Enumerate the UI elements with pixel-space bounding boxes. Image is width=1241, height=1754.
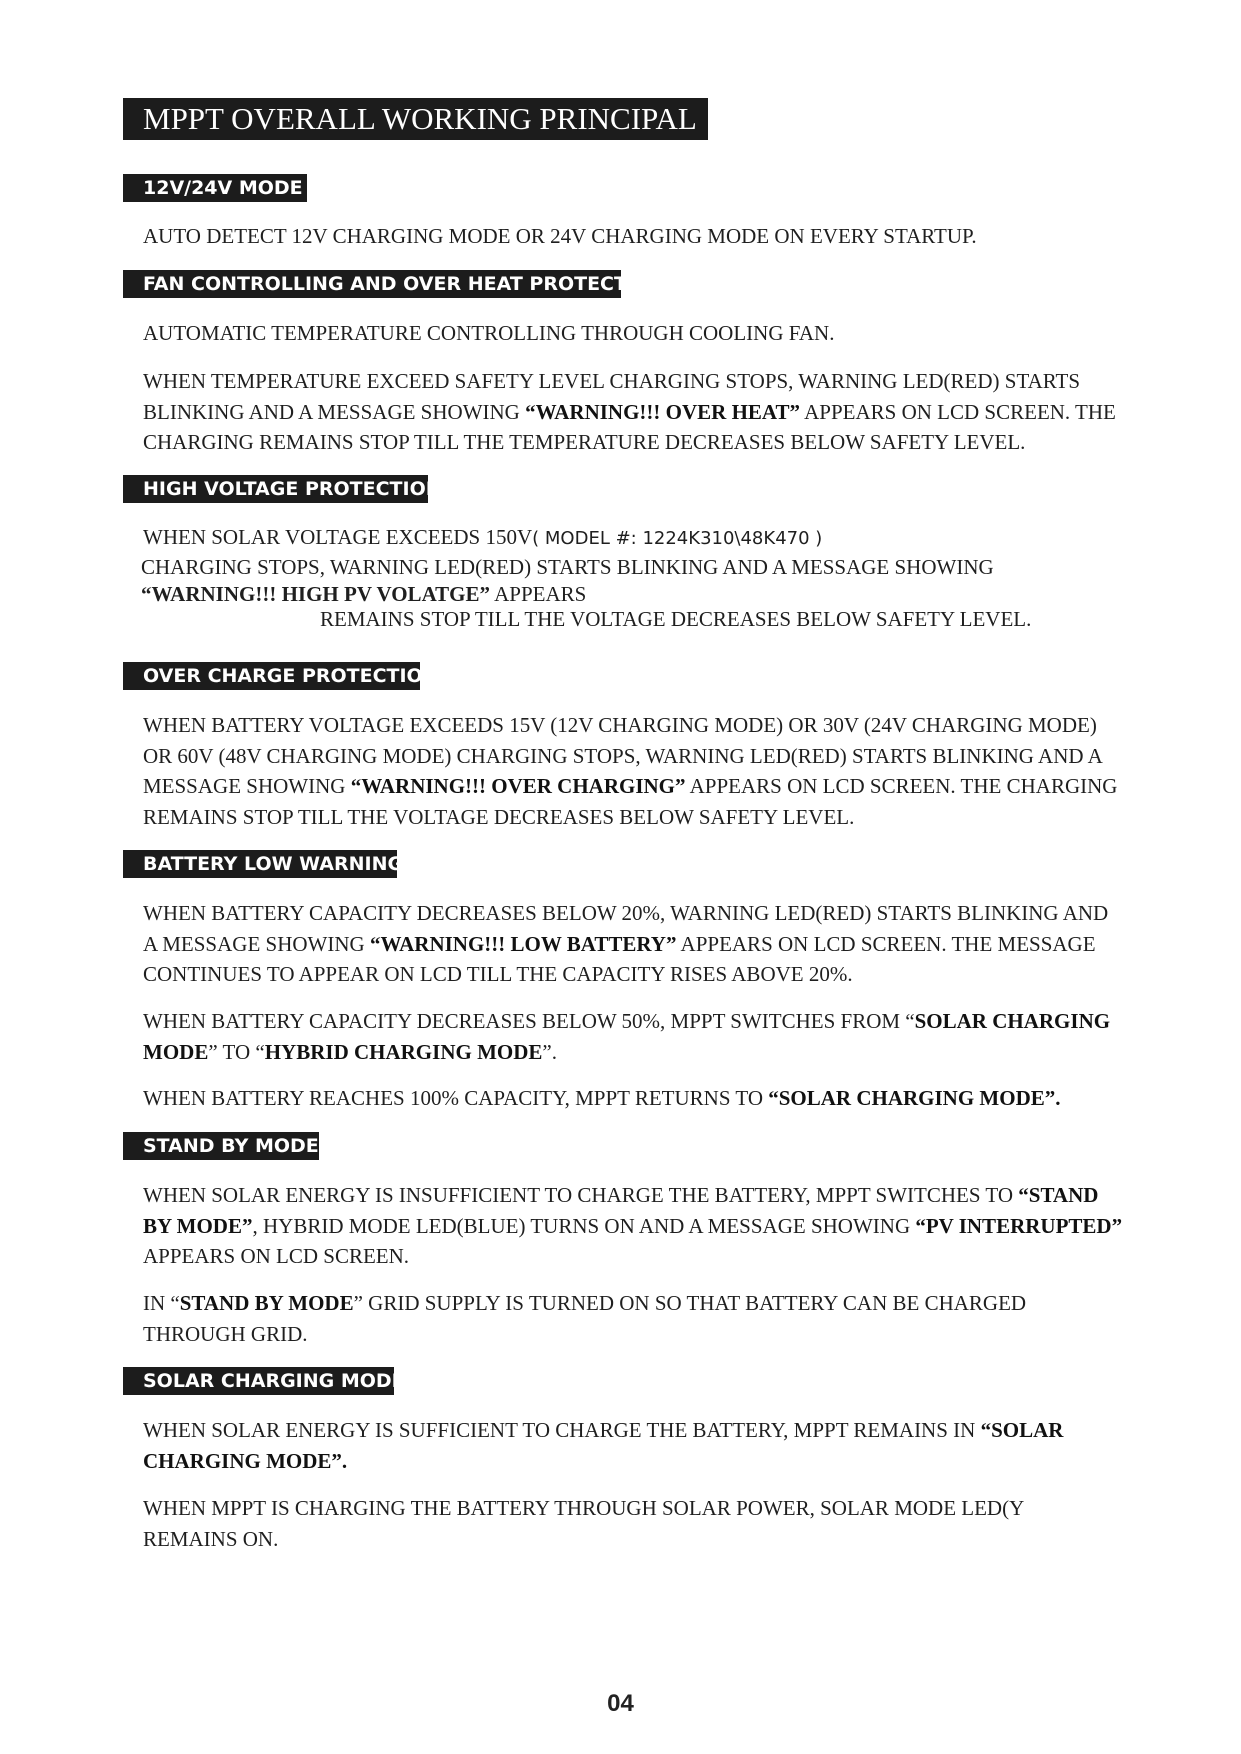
text-run: ” TO “ [208,1039,265,1064]
high-voltage-line-1: WHEN SOLAR VOLTAGE EXCEEDS 150V( MODEL #: 1224K310\48K470 ) [143,525,823,549]
bold-text: HYBRID CHARGING MODE [264,1039,543,1064]
section-heading-12v-24v-mode: 12V/24V MODE [123,174,307,202]
bold-text: “SOLAR CHARGING MODE”. [768,1086,1061,1110]
bold-text: SOLAR CHARGING MODE [143,1009,1111,1064]
paragraph [143,1006,1123,1067]
bold-text: “PV INTERRUPTED” [915,1213,1123,1238]
paragraph [143,1083,1123,1114]
text-run: APPEARS ON LCD SCREEN. THE MESSAGE CONTINUES TO APPEAR ON LCD TILL THE CAPACITY RISES ABOVE 20%. [143,931,1096,986]
text-run: WHEN MPPT IS CHARGING THE BATTERY THROUGH SOLAR POWER, SOLAR MODE LED(Y REMAINS ON. [143,1496,1024,1551]
page-title: MPPT OVERALL WORKING PRINCIPAL [123,98,708,140]
paragraph [143,710,1123,832]
bold-text: “WARNING!!! OVER HEAT” [525,399,801,424]
text-run: APPEARS ON LCD SCREEN. THE CHARGING REMAINS STOP TILL THE VOLTAGE DECREASES BELOW SAFETY LEVEL. [143,774,1118,829]
paragraph [143,221,1123,252]
paragraph [143,366,1123,458]
text-run: APPEARS ON LCD SCREEN. [143,1244,410,1268]
paragraph [143,318,1123,349]
section-heading-stand-by-mode: STAND BY MODE [123,1132,319,1160]
paragraph [143,1180,1123,1272]
section-heading-fan-controlling: FAN CONTROLLING AND OVER HEAT PROTECTION [123,270,621,298]
paragraph [143,1415,1123,1476]
bold-text: “STAND BY MODE” [143,1183,1099,1238]
text-run: ”. [542,1039,557,1064]
text-run: ” GRID SUPPLY IS TURNED ON SO THAT BATTERY CAN BE CHARGED THROUGH GRID. [143,1291,1027,1346]
text-run: WHEN TEMPERATURE EXCEED SAFETY LEVEL CHARGING STOPS, WARNING LED(RED) STARTS BLINKING AND A MESSAGE SHOWING [143,369,1081,424]
bold-text: STAND BY MODE [179,1291,354,1315]
text-run: , HYBRID MODE LED(BLUE) TURNS ON AND A MESSAGE SHOWING [252,1213,916,1238]
text-run: WHEN SOLAR ENERGY IS SUFFICIENT TO CHARGE THE BATTERY, MPPT REMAINS IN [143,1418,981,1442]
bold-text: “SOLAR CHARGING MODE”. [143,1418,1064,1473]
bold-text: “WARNING!!! OVER CHARGING” [350,774,686,798]
section-heading-over-charge-protection: OVER CHARGE PROTECTION [123,662,420,690]
paragraph [143,898,1123,990]
text-run: WHEN BATTERY CAPACITY DECREASES BELOW 20%, WARNING LED(RED) STARTS BLINKING AND A MESSAGE SHOWING [143,901,1109,956]
text-run: APPEARS ON LCD SCREEN. THE CHARGING REMAINS STOP TILL THE TEMPERATURE DECREASES BELOW SAFETY LEVEL. [143,399,1116,454]
bold-text: “WARNING!!! LOW BATTERY” [369,931,677,956]
high-voltage-line-3: “WARNING!!! HIGH PV VOLATGE” APPEARS [141,582,587,606]
text-run: WHEN BATTERY CAPACITY DECREASES BELOW 50%, MPPT SWITCHES FROM “ [143,1009,915,1033]
page-number: 04 [607,1690,634,1717]
paragraph [143,1288,1123,1349]
text-run: WHEN BATTERY VOLTAGE EXCEEDS 15V (12V CHARGING MODE) OR 30V (24V CHARGING MODE) OR 60V (48V CHARGING MODE) CHARGING STOPS, WARNING LED(RED) STARTS BLINKING AND A MESSAGE SHOWING [143,713,1102,798]
paragraph [143,1493,1123,1554]
text-run: IN “ [143,1291,180,1315]
section-heading-solar-charging-mode: SOLAR CHARGING MODE [123,1367,394,1395]
text-run: WHEN SOLAR ENERGY IS INSUFFICIENT TO CHARGE THE BATTERY, MPPT SWITCHES TO [143,1183,1019,1207]
text-run: AUTOMATIC TEMPERATURE CONTROLLING THROUGH COOLING FAN. [143,321,835,345]
text-run: WHEN BATTERY REACHES 100% CAPACITY, MPPT RETURNS TO [143,1086,769,1110]
section-heading-battery-low-warning: BATTERY LOW WARNING [123,850,397,878]
section-heading-high-voltage-protection: HIGH VOLTAGE PROTECTION [123,475,428,503]
high-voltage-line-2: CHARGING STOPS, WARNING LED(RED) STARTS BLINKING AND A MESSAGE SHOWING [141,555,994,579]
high-voltage-line-4: REMAINS STOP TILL THE VOLTAGE DECREASES BELOW SAFETY LEVEL. [320,607,1032,631]
text-run: AUTO DETECT 12V CHARGING MODE OR 24V CHARGING MODE ON EVERY STARTUP. [143,224,977,248]
